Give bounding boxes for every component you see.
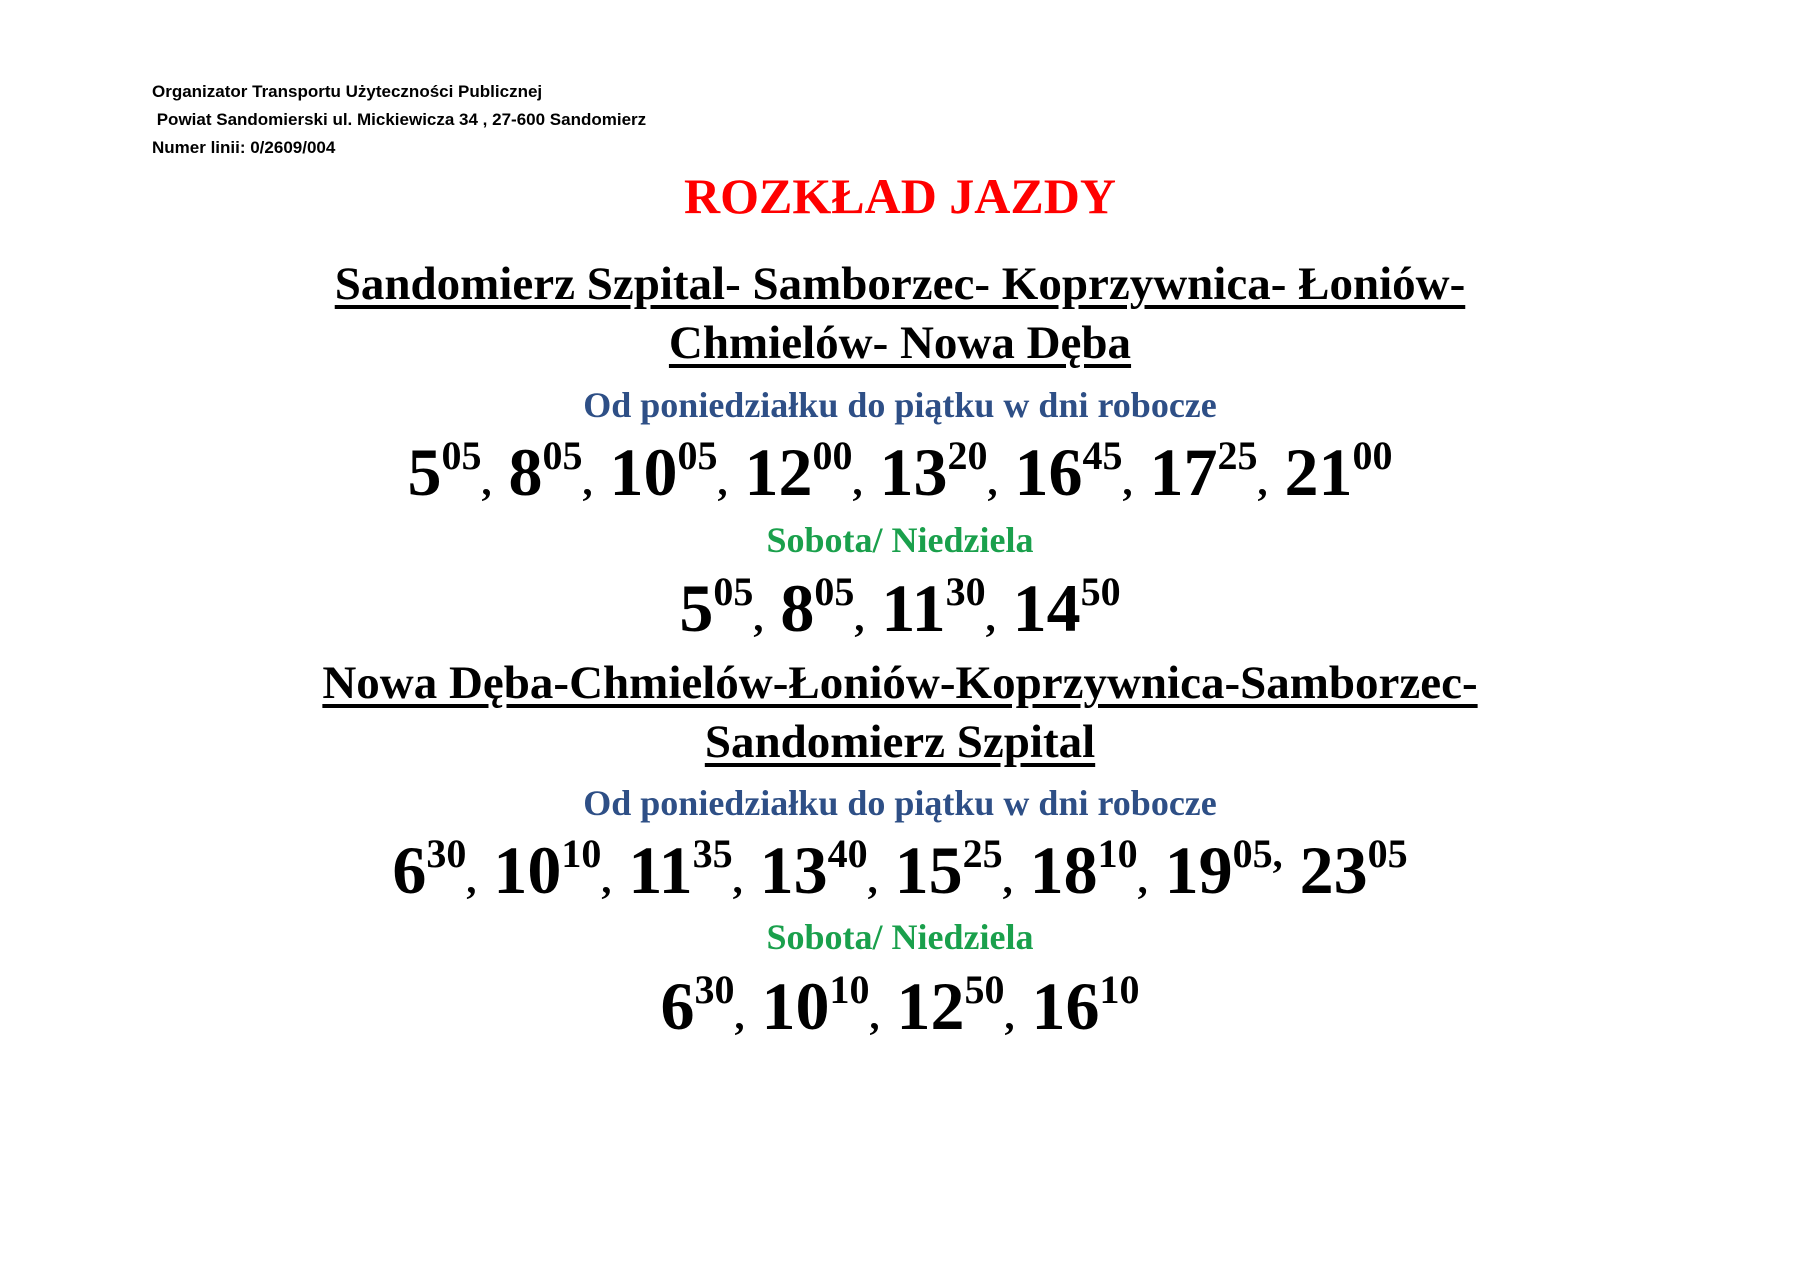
- departure-hour: 15: [894, 832, 963, 908]
- departure-time: [392, 832, 476, 908]
- departure-minutes: 00: [812, 433, 853, 478]
- departure-hour: 5: [679, 570, 714, 646]
- departure-time: [1032, 968, 1140, 1044]
- departure-hour: 17: [1149, 434, 1218, 510]
- line-number: Numer linii: 0/2609/004: [152, 138, 336, 157]
- departure-minutes: 10: [561, 831, 602, 876]
- departure-minutes: 30: [694, 967, 735, 1012]
- departure-hour: 14: [1012, 570, 1081, 646]
- departure-hour: 10: [761, 968, 830, 1044]
- departure-time: [628, 832, 742, 908]
- departure-hour: 8: [780, 570, 815, 646]
- departure-minutes: 25: [1217, 433, 1258, 478]
- departure-hour: 5: [407, 434, 442, 510]
- time-separator: ,: [732, 857, 743, 902]
- departure-time: [745, 434, 863, 510]
- departure-hour: 10: [609, 434, 678, 510]
- departure-time: [1165, 832, 1283, 908]
- route-2-weekend-label: Sobota/ Niedziela: [766, 917, 1034, 957]
- time-separator: ,: [854, 595, 865, 640]
- timetable-title: ROZKŁAD JAZDY: [684, 168, 1116, 224]
- departure-time: [493, 832, 611, 908]
- departure-hour: 16: [1014, 434, 1083, 510]
- departure-time: [760, 832, 878, 908]
- route-1-weekend-times: [0, 568, 1800, 658]
- time-separator: ,: [869, 993, 880, 1038]
- time-separator: ,: [601, 857, 612, 902]
- time-separator: ,: [867, 857, 878, 902]
- departure-minutes: 30: [945, 569, 986, 614]
- organizer-name: Organizator Transportu Użyteczności Publicznej: [152, 82, 543, 101]
- departure-time: [780, 570, 864, 646]
- departure-time: [762, 968, 880, 1044]
- departure-minutes: 05: [1367, 831, 1408, 876]
- time-separator: ,: [1002, 857, 1013, 902]
- departure-time: [881, 570, 995, 646]
- departure-minutes: 10: [1099, 967, 1140, 1012]
- departure-time: [897, 968, 1015, 1044]
- route-1-name-line2: Chmielów- Nowa Dęba: [668, 317, 1132, 369]
- departure-hour: 10: [493, 832, 562, 908]
- departure-time: [1150, 434, 1268, 510]
- departure-time: [661, 968, 745, 1044]
- departure-hour: 16: [1031, 968, 1100, 1044]
- departure-minutes: 10: [1097, 831, 1138, 876]
- departure-minutes: 10: [829, 967, 870, 1012]
- time-separator: ,: [987, 459, 998, 504]
- departure-minutes: 05: [677, 433, 718, 478]
- departure-hour: 18: [1029, 832, 1098, 908]
- route-1-weekday-label: Od poniedziałku do piątku w dni robocze: [583, 385, 1217, 425]
- departure-minutes: 35: [692, 831, 733, 876]
- departure-time: [1030, 832, 1148, 908]
- time-separator: ,: [985, 595, 996, 640]
- time-separator: ,: [852, 459, 863, 504]
- organizer-header: [152, 78, 646, 162]
- departure-hour: 21: [1284, 434, 1353, 510]
- departure-hour: 6: [392, 832, 427, 908]
- time-separator: ,: [466, 857, 477, 902]
- departure-minutes: 05: [814, 569, 855, 614]
- departure-time: [1285, 434, 1393, 510]
- time-separator: ,: [753, 595, 764, 640]
- departure-time: [509, 434, 593, 510]
- time-separator: ,: [1257, 459, 1268, 504]
- departure-minutes: 40: [827, 831, 868, 876]
- departure-minutes: 50: [1080, 569, 1121, 614]
- departure-time: [1015, 434, 1133, 510]
- departure-time: [1013, 570, 1121, 646]
- time-separator: ,: [1004, 993, 1015, 1038]
- departure-minutes: 25: [962, 831, 1003, 876]
- departure-minutes: 05,: [1232, 831, 1283, 876]
- departure-minutes: 20: [947, 433, 988, 478]
- route-2-weekday-times: [0, 830, 1800, 920]
- time-separator: ,: [717, 459, 728, 504]
- departure-hour: 13: [759, 832, 828, 908]
- departure-minutes: 50: [964, 967, 1005, 1012]
- departure-hour: 6: [660, 968, 695, 1044]
- departure-minutes: 05: [441, 433, 482, 478]
- time-separator: ,: [1122, 459, 1133, 504]
- departure-hour: 12: [744, 434, 813, 510]
- departure-minutes: 30: [426, 831, 467, 876]
- departure-hour: 8: [508, 434, 543, 510]
- route-2-name-line2: Sandomierz Szpital: [704, 716, 1096, 768]
- departure-minutes: 45: [1082, 433, 1123, 478]
- departure-time: [610, 434, 728, 510]
- departure-time: [895, 832, 1013, 908]
- departure-hour: 13: [879, 434, 948, 510]
- route-1-weekend-label: Sobota/ Niedziela: [766, 520, 1034, 560]
- departure-minutes: 05: [542, 433, 583, 478]
- time-separator: ,: [1137, 857, 1148, 902]
- departure-hour: 11: [628, 832, 693, 908]
- organizer-address: Powiat Sandomierski ul. Mickiewicza 34 , 27-600 Sandomierz: [152, 110, 647, 129]
- route-2-weekday-label: Od poniedziałku do piątku w dni robocze: [583, 783, 1217, 823]
- departure-minutes: 05: [713, 569, 754, 614]
- departure-hour: 19: [1164, 832, 1233, 908]
- route-1-name: [0, 255, 1800, 373]
- departure-time: [1300, 832, 1408, 908]
- departure-hour: 23: [1299, 832, 1368, 908]
- route-2-weekend-times: [0, 966, 1800, 1056]
- time-separator: ,: [734, 993, 745, 1038]
- route-1-weekday-times: [0, 432, 1800, 522]
- departure-time: [880, 434, 998, 510]
- departure-time: [679, 570, 763, 646]
- time-separator: ,: [481, 459, 492, 504]
- route-1-name-line1: Sandomierz Szpital- Samborzec- Koprzywnica- Łoniów-: [334, 258, 1466, 310]
- route-2-name-line1: Nowa Dęba-Chmielów-Łoniów-Koprzywnica-Samborzec-: [322, 657, 1478, 709]
- route-2-name: [0, 654, 1800, 772]
- departure-time: [408, 434, 492, 510]
- departure-hour: 11: [881, 570, 946, 646]
- time-separator: ,: [582, 459, 593, 504]
- departure-hour: 12: [896, 968, 965, 1044]
- departure-minutes: 00: [1352, 433, 1393, 478]
